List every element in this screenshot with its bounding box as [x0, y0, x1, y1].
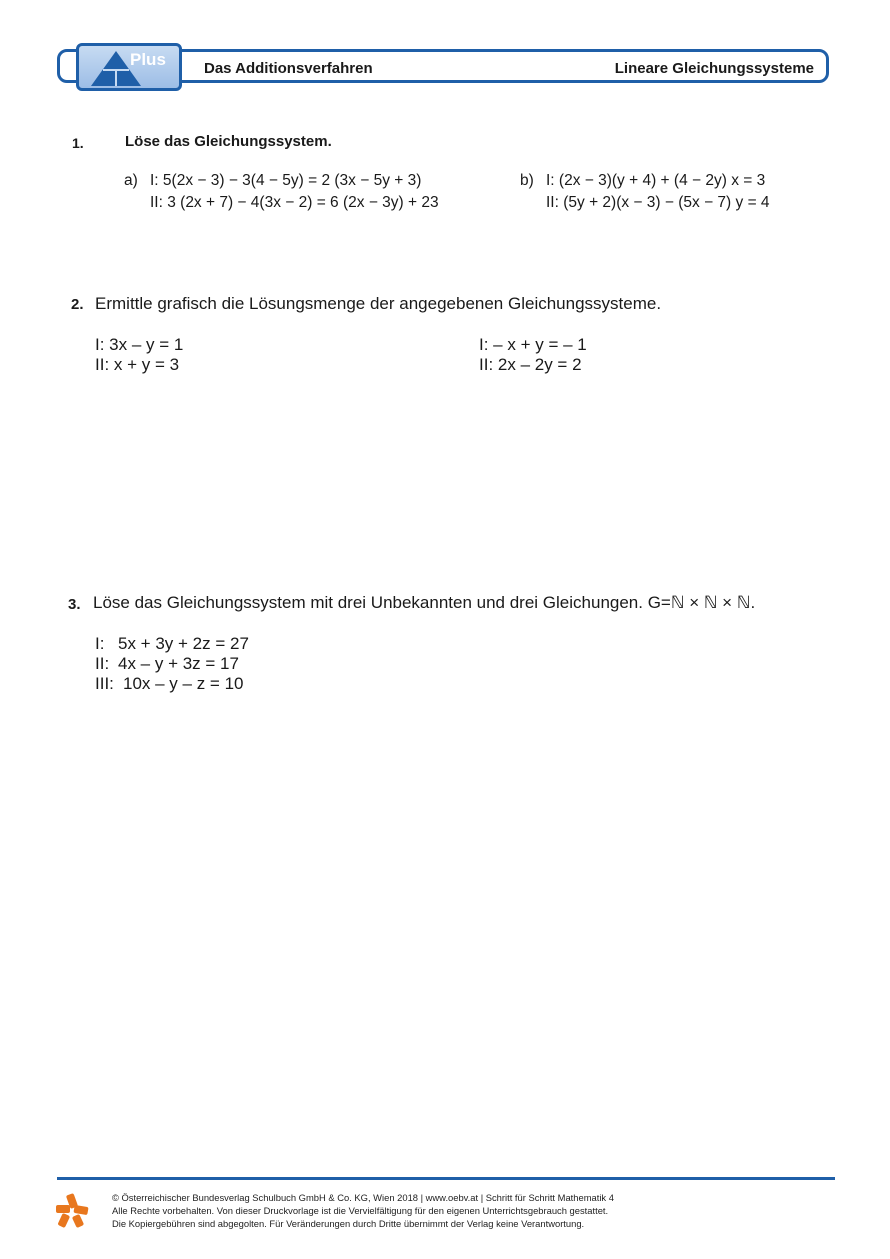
- task1-a-equation-1: I: 5(2x − 3) − 3(4 − 5y) = 2 (3x − 5y + 3): [150, 172, 422, 189]
- task2-number: 2.: [71, 296, 84, 313]
- task3-number: 3.: [68, 596, 81, 613]
- footer-line-2: Alle Rechte vorbehalten. Von dieser Druckvorlage ist die Vervielfältigung für den eigenen Unterrichtsgebrauch gestattet.: [112, 1205, 609, 1216]
- task3-title: Löse das Gleichungssystem mit drei Unbekannten und drei Gleichungen. G=ℕ × ℕ × ℕ.: [93, 593, 756, 612]
- task3-equation-1-label: I:: [95, 634, 105, 653]
- plus-logo: [76, 43, 182, 91]
- footer-line-3: Die Kopiergebühren sind abgegolten. Für Veränderungen durch Dritte übernimmt der Verlag keine Verantwortung.: [112, 1218, 585, 1229]
- task1-b-equation-1: I: (2x − 3)(y + 4) + (4 − 2y) x = 3: [546, 172, 766, 189]
- task3-equation-1: 5x + 3y + 2z = 27: [118, 634, 249, 653]
- task2-right-equation-2: II: 2x – 2y = 2: [479, 355, 582, 374]
- task3-equation-2: 4x – y + 3z = 17: [118, 654, 239, 673]
- chapter-title: Lineare Gleichungssysteme: [614, 60, 814, 77]
- publisher-logo-icon: [54, 1192, 90, 1228]
- footer-line-1: © Österreichischer Bundesverlag Schulbuch GmbH & Co. KG, Wien 2018 | www.oebv.at | Schritt für Schritt Mathematik 4: [112, 1192, 614, 1203]
- task3-equation-3: 10x – y – z = 10: [123, 674, 244, 693]
- footer-copyright: [112, 1191, 614, 1230]
- task1-b-label: b): [520, 172, 534, 189]
- task2-right-equation-1: I: – x + y = – 1: [479, 335, 587, 354]
- task1-b-equation-2: II: (5y + 2)(x − 3) − (5x − 7) y = 4: [546, 194, 770, 211]
- task2-left-equation-1: I: 3x – y = 1: [95, 335, 184, 354]
- task2-left-equation-2: II: x + y = 3: [95, 355, 180, 374]
- section-title: Das Additionsverfahren: [204, 60, 373, 77]
- task3-equation-3-label: III:: [95, 674, 114, 693]
- task1-title: Löse das Gleichungssystem.: [125, 133, 332, 150]
- task2-title: Ermittle grafisch die Lösungsmenge der angegebenen Gleichungssysteme.: [95, 294, 662, 313]
- task1-a-equation-2: II: 3 (2x + 7) − 4(3x − 2) = 6 (2x − 3y) + 23: [150, 194, 439, 211]
- task1-number: 1.: [72, 135, 84, 151]
- footer-divider: [57, 1177, 835, 1180]
- task3-equation-2-label: II:: [95, 654, 110, 673]
- task1-a-label: a): [124, 172, 138, 189]
- logo-label: Plus: [130, 50, 166, 69]
